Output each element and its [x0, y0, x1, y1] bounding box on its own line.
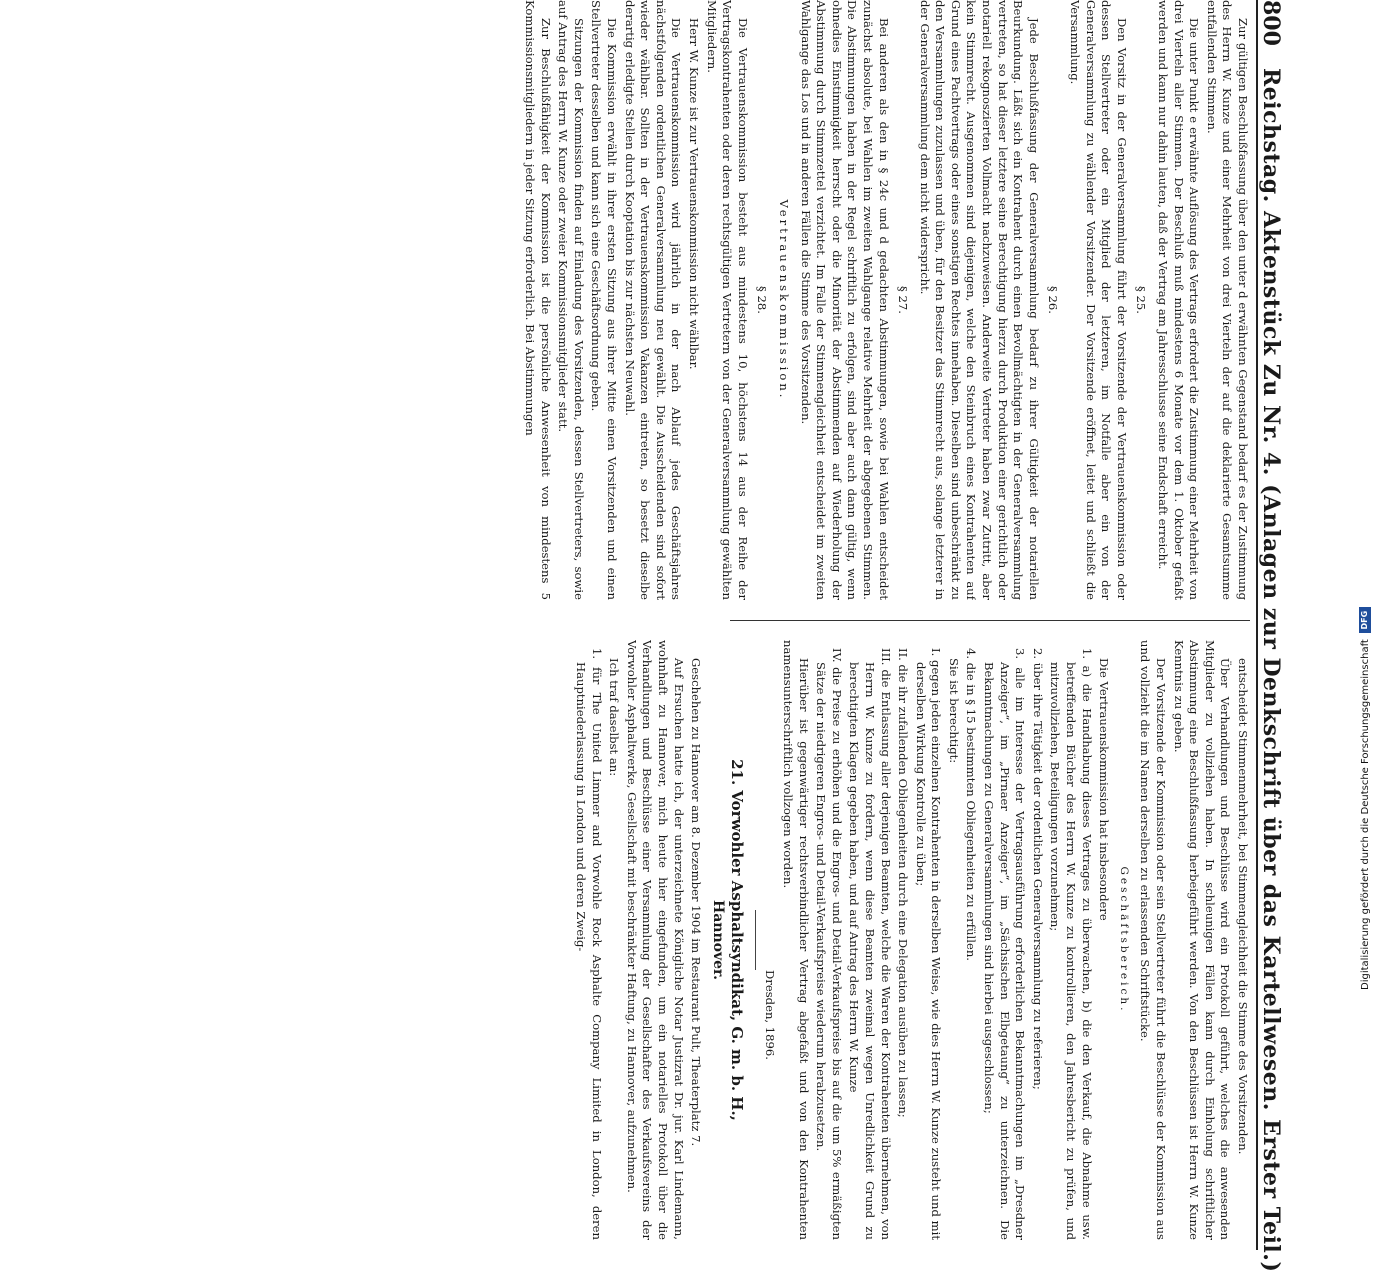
- paragraph: Die unter Punkt e erwähnte Auflösung des Vertrags erfordert die Zustimmung einer Mehrheit von drei Vierteln aller Stimmen. Der Beschluß muß mindestens 6 Monate vor dem 1. Oktober gefaßt werden und kann nur dahin lauten, daß der Vertrag am Jahresschlusse seine Endschaft erreicht.: [1156, 0, 1202, 600]
- list-item: 1. für The United Limmer and Vorwohle Rock Asphalte Company Limited in London, deren Hauptniederlassung in London und deren Zweig-: [574, 648, 604, 1240]
- column-rule: [730, 620, 1250, 621]
- paragraph: Die Kommission erwählt in ihrer ersten Sitzung aus ihrer Mitte einen Vorsitzenden und einen Stellvertreter desselben und kann sich eine Geschäftsordnung geben.: [589, 0, 620, 600]
- list-item: 4. die in § 15 bestimmten Obliegenheiten zu erfüllen.: [964, 648, 979, 961]
- running-title: Reichstag. Aktenstück Zu Nr. 4. (Anlagen zur Denkschrift über das Kartellwesen. Erster Teil.): [1258, 67, 1284, 1272]
- document-location: Hannover.: [709, 899, 726, 980]
- subheading: Vertrauenskommission.: [776, 199, 791, 401]
- paragraph: Der Vorsitzende der Kommission oder sein Stellvertreter führt die Beschlüsse der Kommission aus und vollzieht die im Namen derselben zu erlassenden Schriftstücke.: [1138, 640, 1169, 1240]
- list-item: 2. über ihre Tätigkeit der ordentlichen Generalversammlung zu referieren;: [1030, 648, 1045, 1090]
- digitization-note: Digitalisierung gefördert durch die Deutsche Forschungsgemeinschaft: [1359, 639, 1371, 990]
- paragraph: Ich traf daselbst an:: [607, 658, 622, 777]
- paragraph: Herr W. Kunze ist zur Vertrauenskommission nicht wählbar.: [687, 18, 701, 370]
- left-column: [320, 0, 1250, 600]
- page-number: 800: [1258, 0, 1284, 46]
- section-divider: [755, 910, 756, 970]
- paragraph: Auf Ersuchen hatte ich, der unterzeichnete Königliche Notar Justizrat Dr. jur. Karl Lindemann, wohnhaft zu Hannover, mich heute hier eingefunden, um ein notarielles Protokoll über die Verhandlungen und Beschlüsse einer Versammlung der Gesellschafter des Verkaufsvereins der Vorwohler Asphaltwerke, Gesellschaft mit beschränkter Haftung, zu Hannover, aufzunehmen.: [624, 640, 686, 1240]
- list-item: 1. a) die Handhabung dieses Vertrages zu überwachen, b) die den Verkauf, die Abnahme usw. betreffenden Bücher des Herrn W. Kunze zu kontrollieren, den Jahresbericht zu prüfen, und mitzuvollziehen, Beteiligungen vorzunehmen;: [1048, 648, 1094, 1240]
- paragraph: Jede Beschlußfassung der Generalversammlung bedarf zu ihrer Gültigkeit der notariellen Beurkundung. Läßt sich ein Kontrahent durch einen Bevollmächtigten in der Generalversammlung vertreten, so hat dieser letztere seine Berechtigung hierzu durch Produktion einer gerichtlich oder notariell rekognoszierten Vollmacht nachzuweisen. Anderweite Vertreter haben zwar Zutritt, aber kein Stimmrecht. Ausgenommen sind diejenigen, welche den Steinbruch eines Kontrahenten auf Grund eines Pachtvertrags oder eines sonstigen Rechtes innehaben. Dieselben sind unbeschränkt zu den Versammlungen zuzulassen und üben, für den Besitzer das Stimmrecht aus, solange letzterer in der Generalversammlung dem nicht widerspricht.: [917, 0, 1041, 600]
- section-heading: § 28.: [755, 286, 770, 314]
- list-item: II. die ihr zufallenden Obliegenheiten durch eine Delegation ausüben zu lassen;: [896, 648, 911, 1118]
- paragraph: Geschehen zu Hannover am 8. Dezember 1904 im Restaurant Pult, Theaterplatz 7.: [689, 658, 704, 1147]
- paragraph: Die Vertrauenskommission wird jährlich in der nach Ablauf jedes Geschäftsjahres nächstfolgenden ordentlichen Generalversammlung neu gewählt. Die Ausscheidenden sind sofort wieder wählbar. Sollten in der Vertrauenskommission Vakanzen eintreten, so besetzt dieselbe derartig erledigte Stellen durch Kooptation bis zur nächsten Neuwahl.: [622, 0, 684, 600]
- right-column: [320, 640, 1250, 1240]
- list-item: III. die Entlassung aller derjenigen Beamten, welche die Waren der Kontrahenten übernehmen, von Herrn W. Kunze zu fordern, wenn diese Beamten zweimal wegen Unredlichkeit Grund zu berechtigten Klagen gegeben haben, und auf Antrag des Herrn W. Kunze: [847, 648, 893, 1240]
- page-content: [302, 0, 1302, 1272]
- paragraph: Hierüber ist gegenwärtiger rechtsverbindlicher Vertrag abgefaßt und von den Kontrahenten namensunterschriftlich vollzogen worden.: [780, 640, 811, 1240]
- paragraph: Zur gültigen Beschlußfassung über den unter d erwähnten Gegenstand bedarf es der Zustimmung des Herrn W. Kunze und einer Mehrheit von drei Vierteln der auf die deklarierte Gesamtsumme entfallenden Stimmen.: [1204, 0, 1250, 600]
- section-heading: § 27.: [896, 286, 911, 314]
- list-item: I. gegen jeden einzelnen Kontrahenten in derselben Weise, wie dies Herrn W. Kunze zusteht und mit derselben Wirkung Kontrolle zu üben;: [913, 648, 944, 1240]
- paragraph: Die Vertrauenskommission besteht aus mindestens 10, höchstens 14 aus der Reihe der Vertragskontrahenten oder deren rechtsgültigen Vertretern von der Generalversammlung gewählten Mitgliedern.: [704, 0, 750, 600]
- paragraph: Bei anderen als den in § 24c und d gedachten Abstimmungen, sowie bei Wahlen entscheidet zunächst absolute, bei Wahlen im zweiten Wahlgange relative Mehrheit der abgegebenen Stimmen. Die Abstimmungen haben in der Regel schriftlich zu erfolgen, sind aber auch dann gültig, wenn ohnedies Einstimmigkeit herrscht oder die Minorität der Abstimmenden auf Wiederholung der Abstimmung durch Stimmzettel verzichtet. Im Falle der Stimmengleichheit entscheidet im zweiten Wahlgange das Los und in anderen Fällen die Stimme des Vorsitzenden.: [798, 0, 891, 600]
- digitization-credit: [1359, 607, 1371, 990]
- paragraph: Über Verhandlungen und Beschlüsse wird ein Protokoll geführt, welches die anwesenden Mitglieder zu vollziehen haben. In schleunigen Fällen kann durch Einholung schriftlicher Abstimmung eine Beschlußfassung herbeigeführt werden. Von den Beschlüssen ist Herrn W. Kunze Kenntnis zu geben.: [1171, 640, 1233, 1240]
- document-title: 21. Vorwohler Asphaltsyndikat, G. m. b. H.,: [727, 759, 746, 1121]
- dfg-logo: DFG: [1359, 607, 1371, 633]
- paragraph: entscheidet Stimmenmehrheit, bei Stimmengleichheit die Stimme des Vorsitzenden.: [1236, 658, 1250, 1155]
- scanned-page: [302, 0, 1302, 1272]
- subheading: Geschäftsbereich.: [1117, 866, 1130, 1014]
- paragraph: Die Vertrauenskommission hat insbesondere: [1097, 658, 1112, 921]
- paragraph: Zur Beschlußfähigkeit der Kommission ist die persönliche Anwesenheit von mindestens 5 Kommissionsmitgliedern in jeder Sitzung erforderlich. Bei Abstimmungen: [523, 0, 553, 600]
- paragraph: Sitzungen der Kommission finden auf Einladung des Vorsitzenden, dessen Stellvertreters, sowie auf Antrag des Herrn W. Kunze oder zweier Kommissionsmitglieder statt.: [556, 0, 586, 600]
- paragraph: Den Vorsitz in der Generalversammlung führt der Vorsitzende der Vertrauenskommission oder dessen Stellvertreter oder ein Mitglied der letzteren, im Notfalle aber ein von der Generalversammlung zu wählender Vorsitzender. Der Vorsitzende eröffnet, leitet und schließt die Versammlung.: [1068, 0, 1129, 600]
- dateline: Dresden, 1896.: [763, 970, 778, 1060]
- paragraph: Sie ist berechtigt:: [946, 658, 961, 764]
- list-item: 3. alle im Interesse der Vertragsausführung erforderlichen Bekanntmachungen im „Dresdner Anzeiger“, im „Pirnaer Anzeiger“, im „Sächsischen Elbgetaung“ zu unterzeichnen. Die Bekanntmachungen zu Generalversammlungen sind hierbei ausgeschlossen;: [982, 648, 1028, 1240]
- page-header: [1256, 0, 1302, 1272]
- section-heading: § 26.: [1046, 286, 1061, 314]
- list-item: IV. die Preise zu erhöhen und die Engros- und Detail-Verkaufspreise bis auf die um 5% ermäßigten Sätze der niedrigeren Engros- und Detail-Verkaufspreise wiederum herabzusetzen.: [814, 648, 844, 1240]
- section-heading: § 25.: [1134, 286, 1149, 314]
